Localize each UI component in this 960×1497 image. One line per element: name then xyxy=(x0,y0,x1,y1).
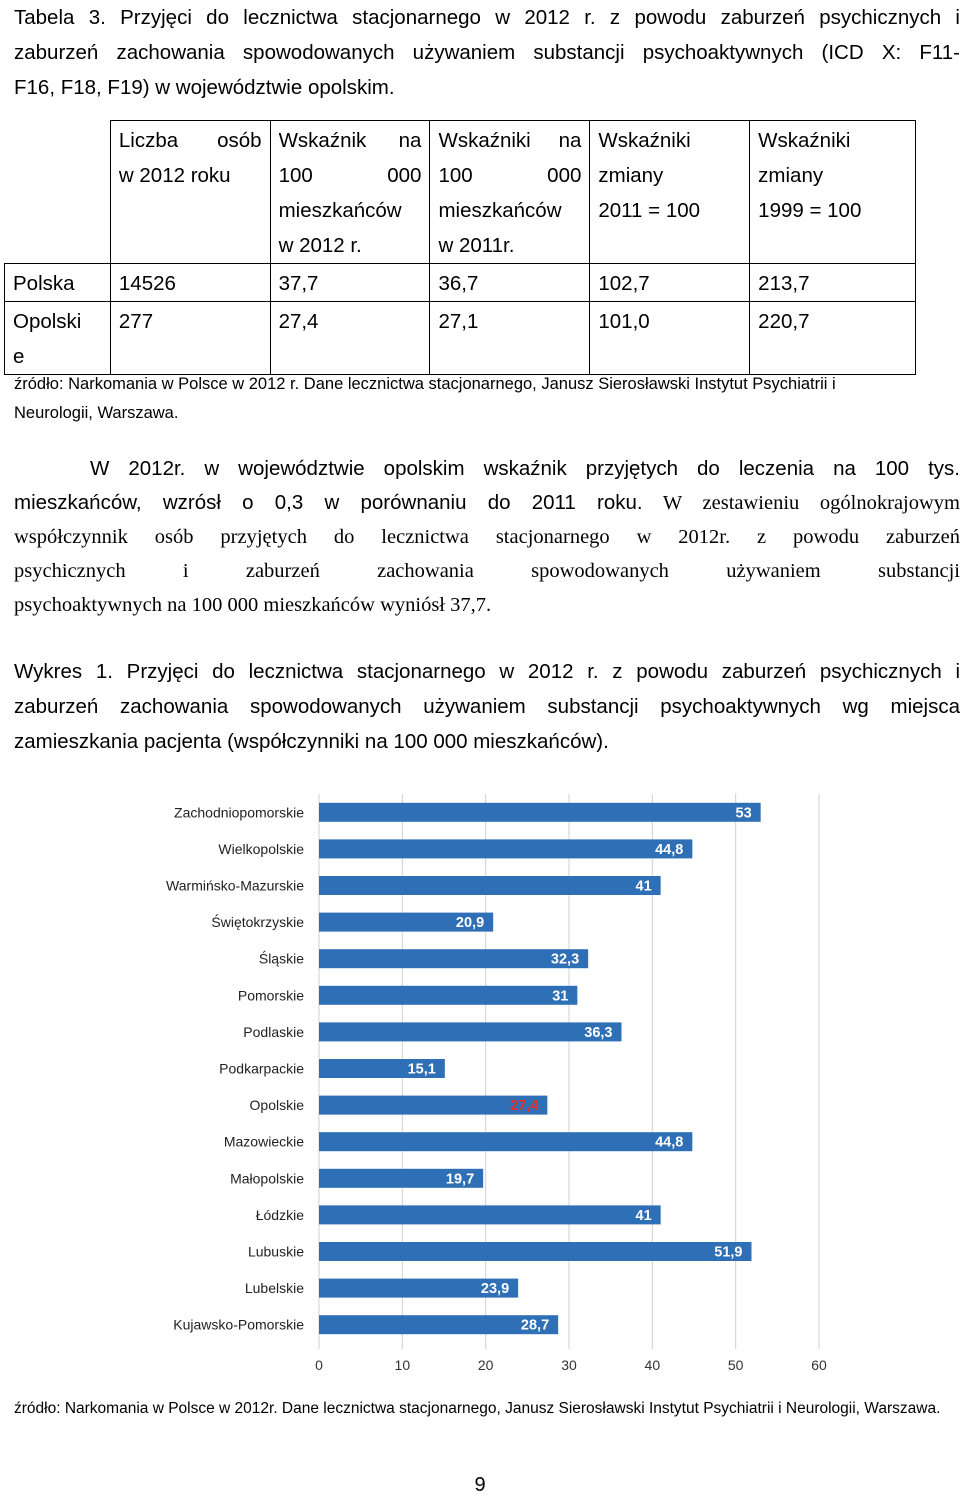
table-row xyxy=(5,302,916,375)
paragraph-line: W 2012r. w województwie opolskim wskaźnik przyjętych do leczenia na 100 tys. xyxy=(90,457,960,480)
category-label: Śląskie xyxy=(258,950,304,967)
x-tick-label: 50 xyxy=(727,1357,744,1373)
x-tick-label: 10 xyxy=(394,1357,411,1373)
table-cell: 213,7 xyxy=(750,264,916,302)
category-label: Kujawsko-Pomorskie xyxy=(173,1316,304,1333)
paragraph-line: mieszkańców, wzrósł o 0,3 w porównaniu do 2011 roku. W zestawieniu ogólnokrajowym xyxy=(14,491,960,514)
paragraph-line: współczynnik osób przyjętych do lecznictwa stacjonarnego w 2012r. z powodu zaburzeń xyxy=(14,526,960,548)
data-label: 53 xyxy=(735,805,752,822)
body-paragraph xyxy=(14,452,960,622)
category-label: Lubelskie xyxy=(244,1280,304,1297)
data-label: 19,7 xyxy=(445,1171,475,1188)
data-label: 41 xyxy=(635,1207,652,1224)
column-header: Wskaźniki zmiany 2011 = 100 xyxy=(590,121,750,264)
category-label: Warmińsko-Mazurskie xyxy=(166,877,304,894)
data-label: 44,8 xyxy=(655,841,684,858)
table-cell: 102,7 xyxy=(590,264,750,302)
bar xyxy=(319,1205,661,1224)
x-tick-label: 60 xyxy=(811,1357,827,1373)
category-label: Podlaskie xyxy=(243,1023,304,1040)
data-label: 41 xyxy=(635,878,652,895)
x-tick-label: 40 xyxy=(644,1357,661,1373)
table-cell: 101,0 xyxy=(590,302,750,375)
data-label: 51,9 xyxy=(714,1244,743,1261)
category-label: Wielkopolskie xyxy=(218,840,304,857)
bar xyxy=(319,949,588,968)
data-label: 15,1 xyxy=(407,1061,436,1078)
paragraph-line: psychoaktywnych na 100 000 mieszkańców wyniósł 37,7. xyxy=(14,594,492,616)
table-caption-line: Tabela 3. Przyjęci do lecznictwa stacjonarnego w 2012 r. z powodu zaburzeń psychicznych i xyxy=(14,6,960,29)
page-number: 9 xyxy=(474,1474,486,1496)
table-cell: 220,7 xyxy=(750,302,916,375)
data-label: 36,3 xyxy=(584,1024,613,1041)
column-header: Wskaźnik na 100 000 mieszkańców w 2012 r. xyxy=(270,121,430,264)
table-caption-line: zaburzeń zachowania spowodowanych używaniem substancji psychoaktywnych (ICD X: F11- xyxy=(14,41,960,64)
chart-caption xyxy=(14,654,960,759)
chart-source-note: źródło: Narkomania w Polsce w 2012r. Dane lecznictwa stacjonarnego, Janusz Sierosławski Instytut Psychiatrii i Neurologii, Warszawa. xyxy=(14,1400,941,1417)
bar xyxy=(319,1132,692,1151)
category-label: Pomorskie xyxy=(237,987,304,1004)
bar xyxy=(319,803,761,822)
category-label: Małopolskie xyxy=(230,1170,304,1187)
statistics-table xyxy=(4,120,916,375)
x-tick-label: 30 xyxy=(561,1357,577,1373)
data-label: 28,7 xyxy=(520,1317,550,1334)
bar xyxy=(319,1022,622,1041)
category-label: Opolskie xyxy=(249,1097,304,1114)
table-caption xyxy=(14,0,960,105)
bar xyxy=(319,839,692,858)
data-label: 32,3 xyxy=(550,951,580,968)
category-label: Łódzkie xyxy=(255,1206,304,1223)
row-label: Opolski e xyxy=(5,302,111,375)
bar xyxy=(319,1242,752,1261)
column-header: Wskaźniki zmiany 1999 = 100 xyxy=(750,121,916,264)
table-cell: 37,7 xyxy=(270,264,430,302)
bar xyxy=(319,876,661,895)
category-label: Mazowieckie xyxy=(223,1133,304,1150)
table-cell: 27,1 xyxy=(430,302,590,375)
bar xyxy=(319,986,577,1005)
data-label: 31 xyxy=(552,988,569,1005)
column-header: Wskaźniki na 100 000 mieszkańców w 2011r. xyxy=(430,121,590,264)
category-label: Świętokrzyskie xyxy=(211,914,304,931)
data-label: 20,9 xyxy=(455,915,485,932)
category-label: Zachodniopomorskie xyxy=(174,804,304,821)
table-cell: 36,7 xyxy=(430,264,590,302)
x-tick-label: 20 xyxy=(477,1357,494,1373)
chart-caption-line: zamieszkania pacjenta (współczynniki na 100 000 mieszkańców). xyxy=(14,730,609,753)
data-label: 44,8 xyxy=(655,1134,684,1151)
category-label: Lubuskie xyxy=(247,1243,304,1260)
x-tick-label: 0 xyxy=(315,1357,323,1373)
table-source-note: źródło: Narkomania w Polsce w 2012 r. Dane lecznictwa stacjonarnego, Janusz Sierosławski Instytut Psychiatrii i Neurologii, Warszawa. xyxy=(14,375,836,422)
category-label: Podkarpackie xyxy=(219,1060,304,1077)
bar-chart xyxy=(0,780,960,1380)
data-label: 27,4 xyxy=(510,1098,539,1115)
paragraph-line: psychicznych i zaburzeń zachowania spowodowanych używaniem substancji xyxy=(14,560,960,582)
table-corner-cell xyxy=(5,121,111,264)
data-label: 23,9 xyxy=(480,1281,510,1298)
table-cell: 27,4 xyxy=(270,302,430,375)
chart-caption-line: zaburzeń zachowania spowodowanych używaniem substancji psychoaktywnych wg miejsca xyxy=(14,695,960,718)
table-row xyxy=(5,264,916,302)
chart-caption-line: Wykres 1. Przyjęci do lecznictwa stacjonarnego w 2012 r. z powodu zaburzeń psychicznych i xyxy=(14,660,960,683)
table-cell: 277 xyxy=(110,302,270,375)
table-caption-line: F16, F18, F19) w województwie opolskim. xyxy=(14,76,395,99)
table-cell: 14526 xyxy=(110,264,270,302)
row-label: Polska xyxy=(5,264,111,302)
column-header: Liczba osób w 2012 roku xyxy=(110,121,270,264)
